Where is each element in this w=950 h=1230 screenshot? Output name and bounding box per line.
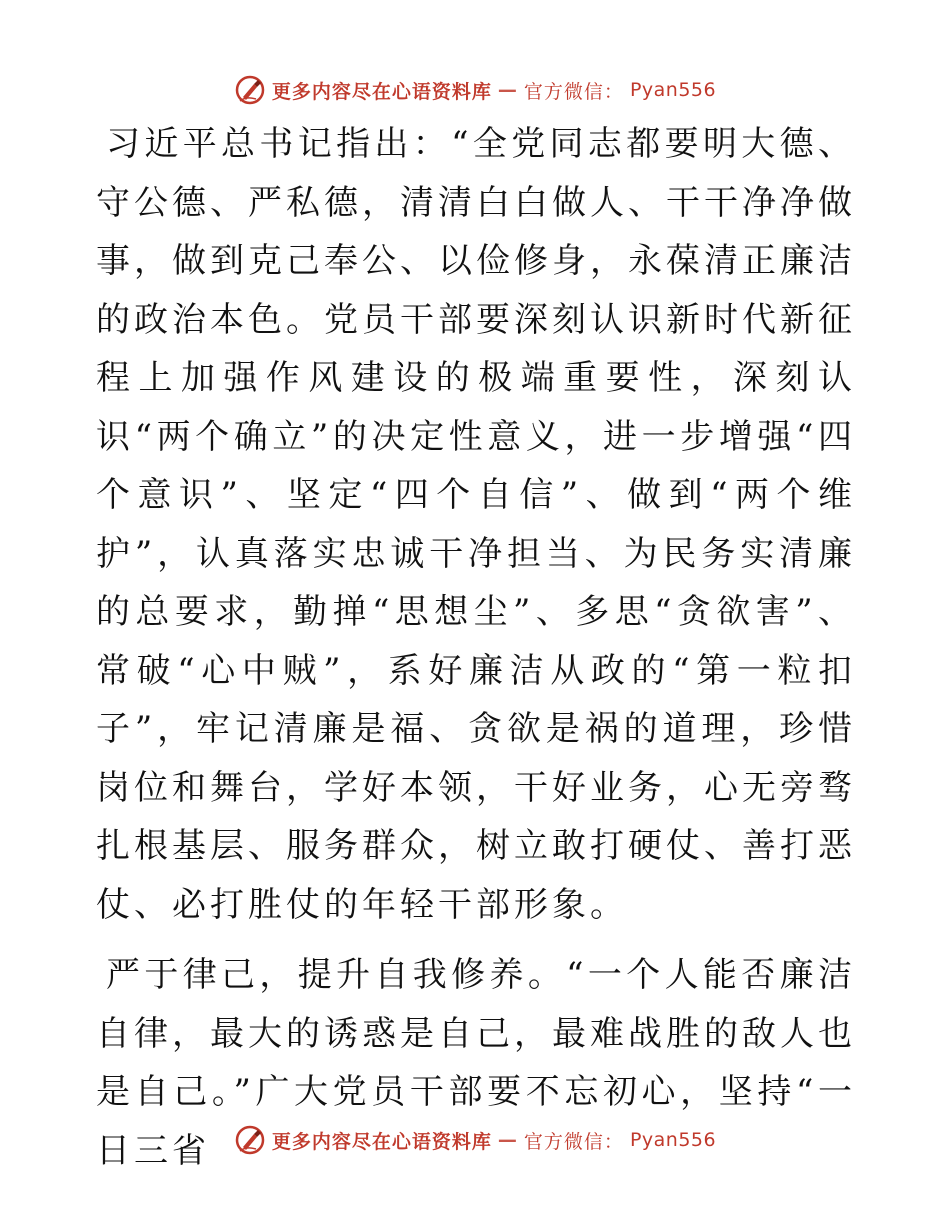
document-body <box>96 115 856 1180</box>
banner-separator: — <box>497 1129 518 1151</box>
pen-logo-icon <box>234 1124 266 1156</box>
banner-main-text: 更多内容尽在心语资料库 <box>271 80 492 103</box>
paragraph-2: 严于律己，提升自我修养。“一个人能否廉洁自律，最大的诱惑是自己，最难战胜的敌人也是自己。”广大党员干部要不忘初心，坚持“一日三省 <box>96 955 856 1171</box>
footer-watermark-banner <box>0 1120 950 1160</box>
banner-wechat-label: 官方微信： <box>523 1130 624 1153</box>
banner-wechat-id: Pyan556 <box>629 79 717 101</box>
banner-wechat-id: Pyan556 <box>629 1129 717 1151</box>
paragraph-1: 习近平总书记指出：“全党同志都要明大德、守公德、严私德，清清白白做人、干干净净做事，做到克己奉公、以俭修身，永葆清正廉洁的政治本色。党员干部要深刻认识新时代新征程上加强作风建设的极端重要性，深刻认识“两个确立”的决定性意义，进一步增强“四个意识”、坚定“四个自信”、做到“两个维护”，认真落实忠诚干净担当、为民务实清廉的总要求，勤掸“思想尘”、多思“贪欲害”、常破“心中贼”，系好廉洁从政的“第一粒扣子”，牢记清廉是福、贪欲是祸的道理，珍惜岗位和舞台，学好本领，干好业务，心无旁骛扎根基层、服务群众，树立敢打硬仗、善打恶仗、必打胜仗的年轻干部形象。 <box>96 124 856 925</box>
banner-wechat-label: 官方微信： <box>523 80 624 103</box>
header-watermark-banner <box>0 70 950 110</box>
pen-logo-icon <box>234 74 266 106</box>
banner-main-text: 更多内容尽在心语资料库 <box>271 1130 492 1153</box>
banner-separator: — <box>497 79 518 101</box>
